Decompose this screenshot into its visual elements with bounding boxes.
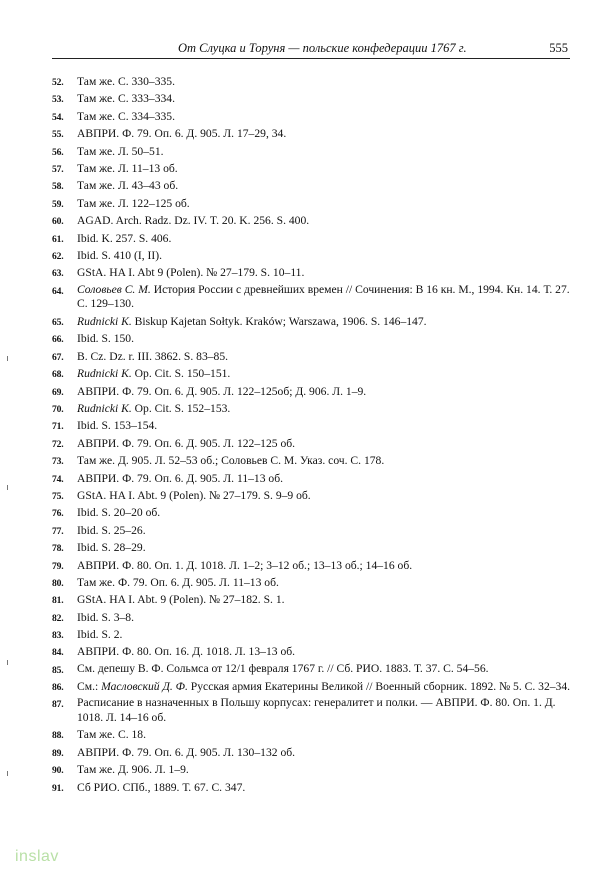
endnote-body (77, 91, 572, 106)
endnote-number: 85. (52, 664, 64, 676)
endnote (0, 248, 600, 263)
endnote-text: Там же. С. 334–335. (77, 109, 175, 123)
endnote-body (77, 196, 572, 211)
endnote-text: Op. Cit. S. 152–153. (134, 402, 231, 416)
endnote-body (77, 540, 572, 555)
endnote-body (77, 780, 572, 795)
endnote-body (77, 592, 572, 607)
endnote-body (77, 384, 572, 399)
endnote-body (77, 144, 572, 159)
endnote-text: Ibid. S. 3–8. (77, 610, 135, 624)
endnote-number: 73. (52, 456, 64, 468)
watermark: inslav (15, 848, 59, 865)
endnote-body (77, 436, 572, 451)
endnote-text: АВПРИ. Ф. 79. Оп. 6. Д. 905. Л. 11–13 об. (77, 471, 284, 485)
endnote-body (77, 488, 572, 503)
endnote-number: 60. (52, 216, 64, 228)
endnote-number: 72. (52, 438, 64, 450)
endnote-text: GStA. HA I. Abt. 9 (Polen). № 27–179. S. 9–9 об. (77, 488, 311, 502)
endnote-text: Там же. С. 333–334. (77, 92, 175, 106)
endnote (0, 780, 600, 795)
endnote-body (77, 265, 572, 280)
endnote-number: 80. (52, 577, 64, 589)
endnote (0, 144, 600, 159)
endnote-number: 52. (52, 77, 64, 88)
endnote-text: Там же. Л. 11–13 об. (77, 161, 178, 175)
endnote-number: 86. (52, 681, 64, 693)
endnote-number: 82. (52, 612, 64, 624)
endnote-number: 70. (52, 404, 64, 416)
endnote-number: 79. (52, 560, 64, 572)
endnote-body (77, 331, 572, 346)
endnote-number: 54. (52, 111, 64, 123)
endnote-number: 69. (52, 386, 64, 398)
endnote-body (77, 231, 572, 246)
endnote-text: Там же. С. 18. (77, 728, 146, 742)
endnote-text: АВПРИ. Ф. 79. Оп. 6. Д. 905. Л. 130–132 об. (77, 745, 296, 759)
endnote-text: АВПРИ. Ф. 79. Оп. 6. Д. 905. Л. 122–125об; Д. 906. Л. 1–9. (77, 384, 367, 398)
endnote-body (77, 314, 572, 329)
endnote-body (77, 662, 572, 677)
endnote (0, 488, 600, 503)
page-number: 555 (549, 41, 568, 55)
endnote-text: Сб РИО. СПб., 1889. Т. 67. С. 347. (77, 780, 246, 794)
endnote-text: Op. Cit. S. 150–151. (134, 367, 231, 381)
endnote (0, 265, 600, 280)
endnote-text: B. Cz. Dz. r. III. 3862. S. 83–85. (77, 349, 229, 363)
endnote-text: Ibid. S. 153–154. (77, 419, 158, 433)
endnote (0, 644, 600, 659)
endnote (0, 610, 600, 625)
endnote (0, 679, 600, 694)
endnote-body (77, 575, 572, 590)
endnote-number: 89. (52, 747, 64, 759)
scan-edge-mark (7, 771, 8, 776)
endnote-text: Ibid. S. 410 (I, II). (77, 248, 163, 262)
endnote (0, 109, 600, 124)
endnote-body (77, 627, 572, 642)
endnote-number: 90. (52, 765, 64, 777)
endnote-body (77, 178, 572, 193)
endnote-number: 55. (52, 129, 64, 141)
endnote-body (77, 558, 572, 573)
endnote-number: 68. (52, 369, 64, 381)
endnote (0, 523, 600, 538)
endnote-text: АВПРИ. Ф. 79. Оп. 6. Д. 905. Л. 17–29, 34. (77, 127, 287, 141)
endnote-text: Ibid. K. 257. S. 406. (77, 231, 172, 245)
endnote-number: 59. (52, 198, 64, 210)
endnote (0, 283, 600, 312)
endnote-body (77, 505, 572, 520)
endnote (0, 213, 600, 228)
endnote (0, 696, 600, 725)
endnote (0, 231, 600, 246)
endnote (0, 401, 600, 416)
endnote (0, 505, 600, 520)
endnote (0, 453, 600, 468)
endnote (0, 178, 600, 193)
endnote-number: 81. (52, 595, 64, 607)
endnote-text: Ibid. S. 28–29. (77, 541, 146, 555)
endnote-text: См. депешу В. Ф. Сольмса от 12/1 февраля 1767 г. // Сб. РИО. 1883. Т. 37. С. 54–56. (77, 661, 489, 675)
endnote-number: 74. (52, 473, 64, 485)
endnote-author: Rudnicki K. (77, 367, 132, 381)
endnote-body (77, 696, 572, 725)
endnote (0, 418, 600, 433)
endnote-text: Там же. Л. 43–43 об. (77, 179, 179, 193)
endnote-body (77, 366, 572, 381)
endnote (0, 314, 600, 329)
endnote-body (77, 471, 572, 486)
endnote-text: Там же. С. 330–335. (77, 75, 175, 88)
endnote (0, 575, 600, 590)
endnote-body (77, 762, 572, 777)
endnote-body (77, 349, 572, 364)
endnote-text: Русская армия Екатерины Великой // Военный сборник. 1892. № 5. С. 32–34. (190, 679, 571, 693)
endnote-text: Расписание в назначенных в Польшу корпусах: генералитет и полки. — АВПРИ. Ф. 80. Оп. 1. Д. 1018. Л. 14–16 об. (77, 696, 556, 724)
endnote (0, 727, 600, 742)
endnote-number: 56. (52, 146, 64, 158)
endnote-number: 53. (52, 94, 64, 106)
endnote (0, 126, 600, 141)
endnote (0, 558, 600, 573)
endnote (0, 471, 600, 486)
endnote-text: АВПРИ. Ф. 80. Оп. 1. Д. 1018. Л. 1–2; 3–12 об.; 13–13 об.; 14–16 об. (77, 558, 413, 572)
endnote-number: 91. (52, 782, 64, 794)
endnote-text: Ibid. S. 150. (77, 332, 135, 346)
endnote (0, 196, 600, 211)
endnote (0, 436, 600, 451)
endnote-text: Там же. Л. 122–125 об. (77, 196, 190, 210)
endnote (0, 366, 600, 381)
endnote (0, 662, 600, 677)
endnote-body (77, 248, 572, 263)
endnote-body (77, 161, 572, 176)
endnote-body (77, 213, 572, 228)
endnote-body (77, 610, 572, 625)
endnote-number: 67. (52, 351, 64, 363)
endnote-number: 61. (52, 233, 64, 245)
endnote-body (77, 418, 572, 433)
endnote-text: История России с древнейших времен // Сочинения: В 16 кн. М., 1994. Кн. 14. Т. 27. С. 129–130. (77, 282, 570, 311)
endnote (0, 627, 600, 642)
endnote-text: Ibid. S. 2. (77, 628, 123, 642)
running-header (52, 38, 570, 59)
endnote-body (77, 523, 572, 538)
endnote-number: 78. (52, 543, 64, 555)
endnote-number: 71. (52, 421, 64, 433)
endnote-number: 57. (52, 163, 64, 175)
endnote-text: GStA. HA I. Abt. 9 (Polen). № 27–182. S. 1. (77, 593, 285, 607)
endnote-author: Масловский Д. Ф. (101, 679, 188, 693)
endnote-number: 66. (52, 334, 64, 346)
endnote (0, 592, 600, 607)
endnote-number: 87. (52, 699, 64, 711)
endnote-body (77, 401, 572, 416)
endnote-body (77, 74, 572, 89)
endnote-text: Там же. Д. 906. Л. 1–9. (77, 763, 189, 777)
scan-edge-mark (7, 660, 8, 665)
endnote-number: 64. (52, 285, 64, 297)
endnote-number: 88. (52, 730, 64, 742)
endnote-author: Rudnicki K. (77, 315, 132, 329)
endnote-number: 63. (52, 268, 64, 280)
endnote-text: Biskup Kajetan Sołtyk. Kraków; Warszawa, 1906. S. 146–147. (134, 315, 427, 329)
endnote-number: 58. (52, 181, 64, 193)
endnote-number: 65. (52, 317, 64, 329)
endnote-author: Rudnicki K. (77, 402, 132, 416)
endnote (0, 762, 600, 777)
endnote-text: Там же. Д. 905. Л. 52–53 об.; Соловьев С. М. Указ. соч. С. 178. (77, 454, 385, 468)
endnote-number: 76. (52, 508, 64, 520)
endnote-body (77, 745, 572, 760)
endnote (0, 331, 600, 346)
endnote-number: 84. (52, 647, 64, 659)
endnote (0, 745, 600, 760)
endnote-text: Ibid. S. 25–26. (77, 523, 146, 537)
endnote-text: GStA. HA I. Abt 9 (Polen). № 27–179. S. 10–11. (77, 266, 305, 280)
endnote-text: АВПРИ. Ф. 79. Оп. 6. Д. 905. Л. 122–125 об. (77, 436, 296, 450)
scan-edge-mark (7, 356, 8, 361)
endnote-author: Соловьев С. М. (77, 282, 151, 296)
endnote-text: Там же. Ф. 79. Оп. 6. Д. 905. Л. 11–13 об. (77, 575, 279, 589)
endnote-body (77, 453, 572, 468)
endnote (0, 384, 600, 399)
endnote-text: Ibid. S. 20–20 об. (77, 506, 161, 520)
endnote-body (77, 126, 572, 141)
endnote-number: 62. (52, 250, 64, 262)
endnote-body (77, 109, 572, 124)
endnotes-list (0, 74, 600, 797)
running-title: От Слуцка и Торуня — польские конфедерации 1767 г. (178, 41, 467, 55)
endnote-text: AGAD. Arch. Radz. Dz. IV. T. 20. K. 256. S. 400. (77, 214, 310, 228)
endnote (0, 91, 600, 106)
endnote (0, 349, 600, 364)
endnote (0, 161, 600, 176)
endnote (0, 540, 600, 555)
endnote-number: 75. (52, 490, 64, 502)
endnote-body (77, 644, 572, 659)
endnote-body (77, 283, 572, 312)
endnote-prefix: См.: (77, 679, 99, 693)
endnote-text: Там же. Л. 50–51. (77, 144, 164, 158)
endnote-number: 77. (52, 525, 64, 537)
endnote (0, 74, 600, 89)
endnote-text: АВПРИ. Ф. 80. Оп. 16. Д. 1018. Л. 13–13 об. (77, 645, 296, 659)
endnote-body (77, 727, 572, 742)
endnote-body (77, 679, 572, 694)
scan-edge-mark (7, 485, 8, 490)
endnote-number: 83. (52, 630, 64, 642)
